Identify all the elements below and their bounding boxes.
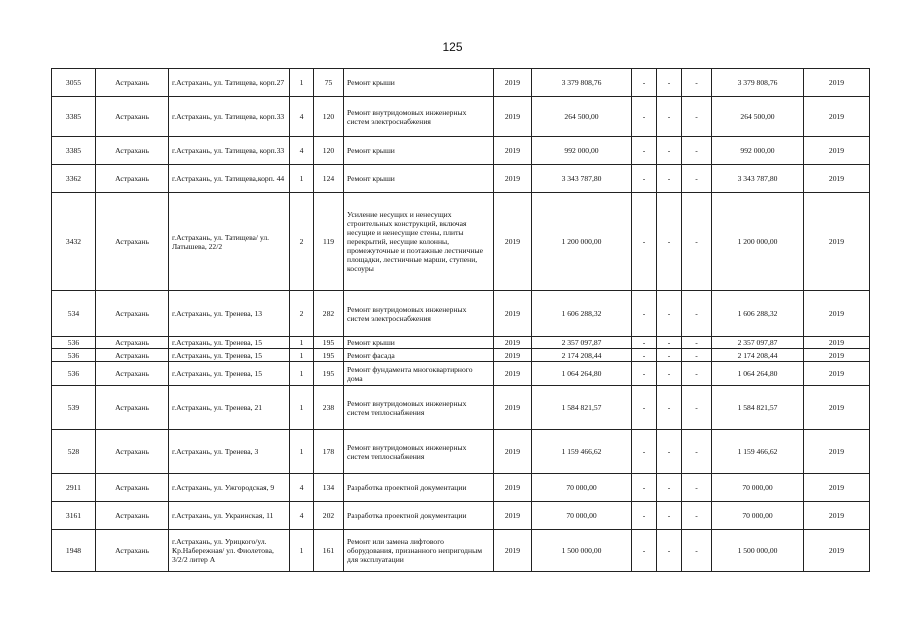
city-cell: Астрахань bbox=[96, 474, 169, 502]
table-row bbox=[52, 97, 870, 137]
apartments-cell: 119 bbox=[314, 193, 344, 291]
object-id-cell: 3385 bbox=[52, 137, 96, 165]
total-amount-cell: 1 500 000,00 bbox=[712, 530, 804, 572]
city-cell: Астрахань bbox=[96, 193, 169, 291]
dash-cell: - bbox=[632, 502, 657, 530]
year-cell: 2019 bbox=[494, 137, 532, 165]
completion-year-cell: 2019 bbox=[804, 97, 870, 137]
apartments-cell: 75 bbox=[314, 69, 344, 97]
completion-year-cell: 2019 bbox=[804, 193, 870, 291]
object-id-cell: 528 bbox=[52, 430, 96, 474]
object-id-cell: 536 bbox=[52, 362, 96, 386]
dash-cell: - bbox=[682, 137, 712, 165]
work-type-cell: Усиление несущих и ненесущих строительных конструкций, включая несущие и ненесущие стены, плиты перекрытий, несущие колонны, промежуточные и поэтажные лестничные площадки, лестничные марши, ступени, косоуры bbox=[344, 193, 494, 291]
table-row bbox=[52, 349, 870, 362]
city-cell: Астрахань bbox=[96, 165, 169, 193]
total-amount-cell: 2 174 208,44 bbox=[712, 349, 804, 362]
completion-year-cell: 2019 bbox=[804, 430, 870, 474]
work-type-cell: Ремонт крыши bbox=[344, 165, 494, 193]
count-cell: 1 bbox=[290, 165, 314, 193]
dash-cell: - bbox=[657, 474, 682, 502]
city-cell: Астрахань bbox=[96, 362, 169, 386]
dash-cell: - bbox=[682, 474, 712, 502]
dash-cell: - bbox=[682, 386, 712, 430]
table-row bbox=[52, 69, 870, 97]
table-row bbox=[52, 137, 870, 165]
amount-cell: 1 500 000,00 bbox=[532, 530, 632, 572]
address-cell: г.Астрахань, ул. Тренева, 21 bbox=[169, 386, 290, 430]
work-type-cell: Ремонт крыши bbox=[344, 69, 494, 97]
city-cell: Астрахань bbox=[96, 69, 169, 97]
city-cell: Астрахань bbox=[96, 349, 169, 362]
year-cell: 2019 bbox=[494, 337, 532, 349]
count-cell: 4 bbox=[290, 97, 314, 137]
dash-cell: - bbox=[632, 386, 657, 430]
completion-year-cell: 2019 bbox=[804, 165, 870, 193]
completion-year-cell: 2019 bbox=[804, 502, 870, 530]
count-cell: 4 bbox=[290, 502, 314, 530]
dash-cell: - bbox=[682, 165, 712, 193]
object-id-cell: 3055 bbox=[52, 69, 96, 97]
count-cell: 1 bbox=[290, 530, 314, 572]
dash-cell: - bbox=[682, 291, 712, 337]
work-type-cell: Ремонт фасада bbox=[344, 349, 494, 362]
city-cell: Астрахань bbox=[96, 137, 169, 165]
table-row bbox=[52, 337, 870, 349]
city-cell: Астрахань bbox=[96, 291, 169, 337]
completion-year-cell: 2019 bbox=[804, 137, 870, 165]
count-cell: 2 bbox=[290, 193, 314, 291]
completion-year-cell: 2019 bbox=[804, 474, 870, 502]
address-cell: г.Астрахань, ул. Тренева, 15 bbox=[169, 337, 290, 349]
table-row bbox=[52, 165, 870, 193]
address-cell: г.Астрахань, ул. Урицкого/ул. Кр.Набережная/ ул. Фиолетова, 3/2/2 литер А bbox=[169, 530, 290, 572]
dash-cell: - bbox=[657, 165, 682, 193]
dash-cell: - bbox=[657, 502, 682, 530]
dash-cell: - bbox=[657, 430, 682, 474]
object-id-cell: 3432 bbox=[52, 193, 96, 291]
object-id-cell: 536 bbox=[52, 337, 96, 349]
address-cell: г.Астрахань, ул. Татищева/ ул. Латышева, 22/2 bbox=[169, 193, 290, 291]
total-amount-cell: 264 500,00 bbox=[712, 97, 804, 137]
address-cell: г.Астрахань, ул. Украинская, 11 bbox=[169, 502, 290, 530]
address-cell: г.Астрахань, ул. Тренева, 3 bbox=[169, 430, 290, 474]
dash-cell: - bbox=[632, 69, 657, 97]
completion-year-cell: 2019 bbox=[804, 349, 870, 362]
address-cell: г.Астрахань, ул. Тренева, 13 bbox=[169, 291, 290, 337]
table-row bbox=[52, 502, 870, 530]
total-amount-cell: 1 200 000,00 bbox=[712, 193, 804, 291]
total-amount-cell: 1 064 264,80 bbox=[712, 362, 804, 386]
dash-cell: - bbox=[682, 362, 712, 386]
dash-cell: - bbox=[682, 337, 712, 349]
year-cell: 2019 bbox=[494, 193, 532, 291]
total-amount-cell: 1 159 466,62 bbox=[712, 430, 804, 474]
amount-cell: 3 343 787,80 bbox=[532, 165, 632, 193]
address-cell: г.Астрахань, ул. Татищева, корп.27 bbox=[169, 69, 290, 97]
amount-cell: 264 500,00 bbox=[532, 97, 632, 137]
total-amount-cell: 3 343 787,80 bbox=[712, 165, 804, 193]
city-cell: Астрахань bbox=[96, 502, 169, 530]
work-type-cell: Ремонт крыши bbox=[344, 337, 494, 349]
dash-cell: - bbox=[657, 386, 682, 430]
dash-cell: - bbox=[682, 69, 712, 97]
object-id-cell: 539 bbox=[52, 386, 96, 430]
apartments-cell: 282 bbox=[314, 291, 344, 337]
dash-cell: - bbox=[682, 97, 712, 137]
apartments-cell: 195 bbox=[314, 349, 344, 362]
amount-cell: 2 357 097,87 bbox=[532, 337, 632, 349]
dash-cell: - bbox=[632, 362, 657, 386]
dash-cell: - bbox=[632, 165, 657, 193]
work-type-cell: Разработка проектной документации bbox=[344, 502, 494, 530]
year-cell: 2019 bbox=[494, 530, 532, 572]
dash-cell: - bbox=[657, 362, 682, 386]
completion-year-cell: 2019 bbox=[804, 291, 870, 337]
table-row bbox=[52, 430, 870, 474]
count-cell: 4 bbox=[290, 137, 314, 165]
apartments-cell: 195 bbox=[314, 337, 344, 349]
count-cell: 1 bbox=[290, 430, 314, 474]
object-id-cell: 3161 bbox=[52, 502, 96, 530]
total-amount-cell: 2 357 097,87 bbox=[712, 337, 804, 349]
work-type-cell: Ремонт крыши bbox=[344, 137, 494, 165]
year-cell: 2019 bbox=[494, 291, 532, 337]
work-type-cell: Ремонт внутридомовых инженерных систем теплоснабжения bbox=[344, 430, 494, 474]
apartments-cell: 120 bbox=[314, 97, 344, 137]
work-type-cell: Ремонт внутридомовых инженерных систем электроснабжения bbox=[344, 97, 494, 137]
address-cell: г.Астрахань, ул. Татищева,корп. 44 bbox=[169, 165, 290, 193]
dash-cell: - bbox=[632, 97, 657, 137]
dash-cell: - bbox=[632, 349, 657, 362]
dash-cell: - bbox=[682, 193, 712, 291]
total-amount-cell: 992 000,00 bbox=[712, 137, 804, 165]
dash-cell: - bbox=[632, 337, 657, 349]
amount-cell: 992 000,00 bbox=[532, 137, 632, 165]
completion-year-cell: 2019 bbox=[804, 337, 870, 349]
apartments-cell: 238 bbox=[314, 386, 344, 430]
apartments-cell: 134 bbox=[314, 474, 344, 502]
count-cell: 4 bbox=[290, 474, 314, 502]
dash-cell: - bbox=[632, 474, 657, 502]
apartments-cell: 120 bbox=[314, 137, 344, 165]
city-cell: Астрахань bbox=[96, 530, 169, 572]
table-row bbox=[52, 193, 870, 291]
dash-cell: - bbox=[632, 193, 657, 291]
total-amount-cell: 1 606 288,32 bbox=[712, 291, 804, 337]
address-cell: г.Астрахань, ул. Татищева, корп.33 bbox=[169, 97, 290, 137]
work-type-cell: Ремонт внутридомовых инженерных систем электроснабжения bbox=[344, 291, 494, 337]
amount-cell: 70 000,00 bbox=[532, 474, 632, 502]
amount-cell: 70 000,00 bbox=[532, 502, 632, 530]
table-row bbox=[52, 362, 870, 386]
object-id-cell: 3362 bbox=[52, 165, 96, 193]
dash-cell: - bbox=[657, 193, 682, 291]
amount-cell: 3 379 808,76 bbox=[532, 69, 632, 97]
work-type-cell: Ремонт или замена лифтового оборудования, признанного непригодным для эксплуатации bbox=[344, 530, 494, 572]
dash-cell: - bbox=[657, 97, 682, 137]
work-type-cell: Ремонт внутридомовых инженерных систем теплоснабжения bbox=[344, 386, 494, 430]
amount-cell: 2 174 208,44 bbox=[532, 349, 632, 362]
dash-cell: - bbox=[682, 530, 712, 572]
table-row bbox=[52, 291, 870, 337]
address-cell: г.Астрахань, ул. Тренева, 15 bbox=[169, 362, 290, 386]
year-cell: 2019 bbox=[494, 165, 532, 193]
count-cell: 1 bbox=[290, 69, 314, 97]
amount-cell: 1 200 000,00 bbox=[532, 193, 632, 291]
year-cell: 2019 bbox=[494, 69, 532, 97]
dash-cell: - bbox=[657, 349, 682, 362]
object-id-cell: 536 bbox=[52, 349, 96, 362]
amount-cell: 1 159 466,62 bbox=[532, 430, 632, 474]
object-id-cell: 534 bbox=[52, 291, 96, 337]
dash-cell: - bbox=[682, 502, 712, 530]
apartments-cell: 195 bbox=[314, 362, 344, 386]
year-cell: 2019 bbox=[494, 502, 532, 530]
apartments-cell: 124 bbox=[314, 165, 344, 193]
count-cell: 1 bbox=[290, 362, 314, 386]
count-cell: 2 bbox=[290, 291, 314, 337]
table-row bbox=[52, 386, 870, 430]
page-number: 125 bbox=[442, 40, 463, 54]
repair-register-table bbox=[51, 68, 870, 572]
total-amount-cell: 3 379 808,76 bbox=[712, 69, 804, 97]
dash-cell: - bbox=[657, 69, 682, 97]
completion-year-cell: 2019 bbox=[804, 362, 870, 386]
object-id-cell: 2911 bbox=[52, 474, 96, 502]
city-cell: Астрахань bbox=[96, 97, 169, 137]
dash-cell: - bbox=[632, 430, 657, 474]
apartments-cell: 161 bbox=[314, 530, 344, 572]
year-cell: 2019 bbox=[494, 349, 532, 362]
completion-year-cell: 2019 bbox=[804, 386, 870, 430]
address-cell: г.Астрахань, ул. Тренева, 15 bbox=[169, 349, 290, 362]
dash-cell: - bbox=[632, 530, 657, 572]
amount-cell: 1 606 288,32 bbox=[532, 291, 632, 337]
count-cell: 1 bbox=[290, 349, 314, 362]
year-cell: 2019 bbox=[494, 362, 532, 386]
total-amount-cell: 70 000,00 bbox=[712, 502, 804, 530]
work-type-cell: Разработка проектной документации bbox=[344, 474, 494, 502]
table-row bbox=[52, 474, 870, 502]
dash-cell: - bbox=[632, 137, 657, 165]
address-cell: г.Астрахань, ул. Ужгородская, 9 bbox=[169, 474, 290, 502]
year-cell: 2019 bbox=[494, 430, 532, 474]
dash-cell: - bbox=[682, 349, 712, 362]
table-row bbox=[52, 530, 870, 572]
dash-cell: - bbox=[657, 137, 682, 165]
dash-cell: - bbox=[657, 530, 682, 572]
year-cell: 2019 bbox=[494, 97, 532, 137]
total-amount-cell: 70 000,00 bbox=[712, 474, 804, 502]
address-cell: г.Астрахань, ул. Татищева, корп.33 bbox=[169, 137, 290, 165]
apartments-cell: 178 bbox=[314, 430, 344, 474]
amount-cell: 1 064 264,80 bbox=[532, 362, 632, 386]
dash-cell: - bbox=[657, 291, 682, 337]
city-cell: Астрахань bbox=[96, 430, 169, 474]
city-cell: Астрахань bbox=[96, 386, 169, 430]
dash-cell: - bbox=[632, 291, 657, 337]
year-cell: 2019 bbox=[494, 474, 532, 502]
city-cell: Астрахань bbox=[96, 337, 169, 349]
object-id-cell: 1948 bbox=[52, 530, 96, 572]
total-amount-cell: 1 584 821,57 bbox=[712, 386, 804, 430]
object-id-cell: 3385 bbox=[52, 97, 96, 137]
year-cell: 2019 bbox=[494, 386, 532, 430]
completion-year-cell: 2019 bbox=[804, 69, 870, 97]
completion-year-cell: 2019 bbox=[804, 530, 870, 572]
count-cell: 1 bbox=[290, 337, 314, 349]
dash-cell: - bbox=[657, 337, 682, 349]
amount-cell: 1 584 821,57 bbox=[532, 386, 632, 430]
count-cell: 1 bbox=[290, 386, 314, 430]
apartments-cell: 202 bbox=[314, 502, 344, 530]
work-type-cell: Ремонт фундамента многоквартирного дома bbox=[344, 362, 494, 386]
dash-cell: - bbox=[682, 430, 712, 474]
